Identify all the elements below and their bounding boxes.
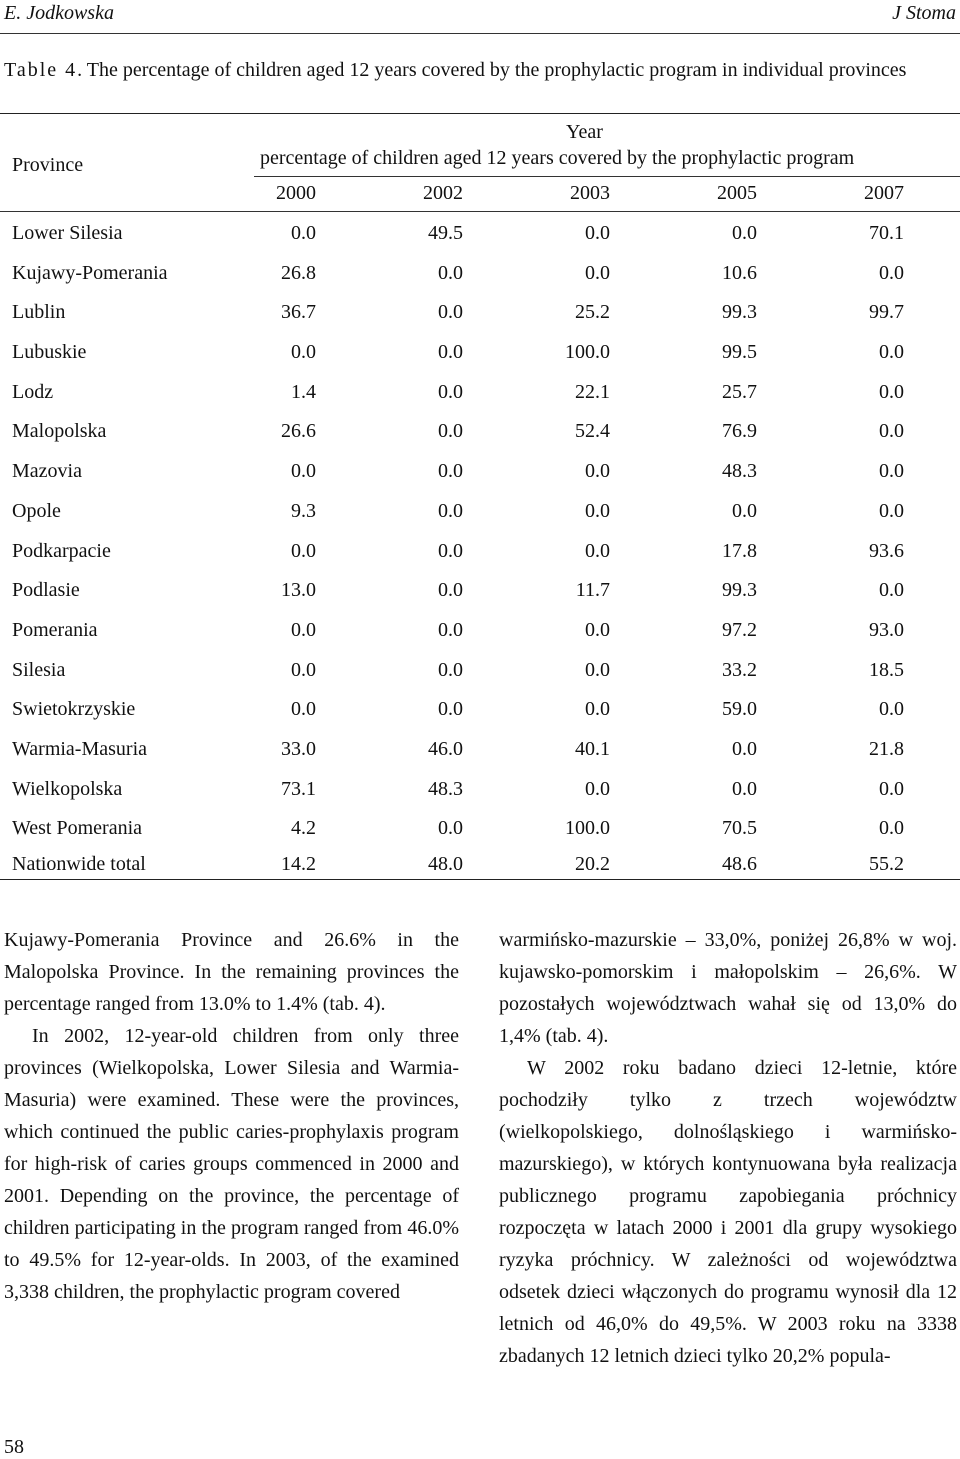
value-cell: 0.0 [291, 341, 316, 363]
header-divider [0, 33, 960, 34]
year-header-cell: 2007 [864, 182, 904, 204]
province-cell: Lower Silesia [12, 222, 123, 244]
table-row [0, 500, 960, 530]
table-row [0, 301, 960, 331]
table-row [0, 222, 960, 252]
value-cell: 0.0 [291, 222, 316, 244]
table-caption [4, 57, 956, 83]
province-cell: Pomerania [12, 619, 98, 641]
value-cell: 99.5 [722, 341, 757, 363]
value-cell: 93.6 [869, 540, 904, 562]
value-cell: 14.2 [281, 853, 316, 875]
value-cell: 0.0 [585, 222, 610, 244]
value-cell: 10.6 [722, 262, 757, 284]
value-cell: 48.3 [722, 460, 757, 482]
paragraph: In 2002, 12-year-old children from only three provinces (Wielkopolska, Lower Silesia and Warmia-Masuria) were examined. These were the provinces, which continued the public caries-prophylaxis program for high-risk of caries groups commenced in 2000 and 2001. Depending on the province, the percentage of children participating in the program ranged from 46.0% to 49.5% for 12-year-olds. In 2003, of the examined 3,338 children, the prophylactic program covered [4, 1025, 459, 1303]
value-cell: 48.0 [428, 853, 463, 875]
value-cell: 70.1 [869, 222, 904, 244]
value-cell: 99.3 [722, 301, 757, 323]
value-cell: 48.6 [722, 853, 757, 875]
table-row [0, 698, 960, 728]
table-label: Table 4 [4, 59, 78, 81]
province-cell: Warmia-Masuria [12, 738, 147, 760]
province-cell: Opole [12, 500, 61, 522]
paragraph: Kujawy-Pomerania Province and 26.6% in the Malopolska Province. In the remaining provinces the percentage ranged from 13.0% to 1.4% (tab. 4). [4, 929, 459, 1015]
value-cell: 26.6 [281, 420, 316, 442]
value-cell: 0.0 [585, 698, 610, 720]
value-cell: 0.0 [585, 500, 610, 522]
province-cell: Nationwide total [12, 853, 146, 875]
value-cell: 0.0 [879, 460, 904, 482]
value-cell: 18.5 [869, 659, 904, 681]
value-cell: 0.0 [291, 698, 316, 720]
table-row [0, 460, 960, 490]
paragraph: warmińsko-mazurskie – 33,0%, poniżej 26,8% w woj. kujawsko-pomorskim i małopolskim – 26,6%. W pozostałych województwach wahał się od 13,0% do 1,4% (tab. 4). [499, 929, 957, 1047]
value-cell: 0.0 [585, 778, 610, 800]
province-cell: Podlasie [12, 579, 80, 601]
table-row [0, 738, 960, 768]
province-cell: Wielkopolska [12, 778, 123, 800]
value-cell: 0.0 [585, 659, 610, 681]
table-header-rule [0, 211, 960, 212]
value-cell: 0.0 [438, 341, 463, 363]
value-cell: 0.0 [291, 460, 316, 482]
value-cell: 9.3 [291, 500, 316, 522]
value-cell: 49.5 [428, 222, 463, 244]
value-cell: 13.0 [281, 579, 316, 601]
value-cell: 0.0 [879, 420, 904, 442]
table-row [0, 619, 960, 649]
table-row [0, 420, 960, 450]
province-header: Province [12, 154, 84, 176]
table-row [0, 540, 960, 570]
group-header-rule [254, 176, 960, 177]
value-cell: 0.0 [438, 500, 463, 522]
value-cell: 20.2 [575, 853, 610, 875]
province-cell: Podkarpacie [12, 540, 111, 562]
value-cell: 0.0 [732, 778, 757, 800]
value-cell: 0.0 [585, 540, 610, 562]
value-cell: 0.0 [879, 341, 904, 363]
value-cell: 93.0 [869, 619, 904, 641]
value-cell: 97.2 [722, 619, 757, 641]
year-header-cell: 2002 [423, 182, 463, 204]
value-cell: 25.7 [722, 381, 757, 403]
value-cell: 48.3 [428, 778, 463, 800]
table-row [0, 381, 960, 411]
province-cell: Lodz [12, 381, 54, 403]
value-cell: 76.9 [722, 420, 757, 442]
value-cell: 22.1 [575, 381, 610, 403]
value-cell: 0.0 [732, 738, 757, 760]
table-top-rule [0, 113, 960, 114]
value-cell: 0.0 [438, 540, 463, 562]
table-row [0, 579, 960, 609]
value-cell: 0.0 [879, 262, 904, 284]
table-row [0, 341, 960, 371]
value-cell: 46.0 [428, 738, 463, 760]
body-text-polish [499, 924, 957, 1372]
value-cell: 0.0 [585, 262, 610, 284]
value-cell: 1.4 [291, 381, 316, 403]
value-cell: 11.7 [575, 579, 610, 601]
value-cell: 0.0 [438, 301, 463, 323]
value-cell: 0.0 [438, 619, 463, 641]
value-cell: 0.0 [732, 500, 757, 522]
value-cell: 100.0 [565, 341, 610, 363]
value-cell: 0.0 [879, 579, 904, 601]
table-caption-text: . The percentage of children aged 12 years covered by the prophylactic program in individual provinces [77, 59, 907, 81]
province-cell: West Pomerania [12, 817, 143, 839]
value-cell: 0.0 [438, 698, 463, 720]
paragraph: W 2002 roku badano dzieci 12-letnie, które pochodziły tylko z trzech województw (wielkopolskiego, dolnośląskiego i warmińsko-mazurskiego), w których kontynuowana była realizacja publicznego programu zapobiegania próchnicy rozpoczęta w latach 2000 i 2001 dla grupy wysokiego ryzyka próchnicy. W zależności od województwa odsetek dzieci włączonych do programu wynosił dla 12 letnich od 46,0% do 49,5%. W 2003 roku na 3338 zbadanych 12 letnich dzieci tylko 20,2% popula- [499, 1057, 957, 1367]
table-bottom-rule [0, 879, 960, 880]
value-cell: 0.0 [438, 817, 463, 839]
value-cell: 70.5 [722, 817, 757, 839]
table-row [0, 778, 960, 808]
value-cell: 0.0 [879, 381, 904, 403]
year-header-cell: 2000 [276, 182, 316, 204]
value-cell: 0.0 [438, 420, 463, 442]
province-cell: Silesia [12, 659, 66, 681]
value-cell: 55.2 [869, 853, 904, 875]
running-header-title: J Stoma [892, 2, 956, 24]
value-cell: 73.1 [281, 778, 316, 800]
value-cell: 0.0 [879, 817, 904, 839]
value-cell: 17.8 [722, 540, 757, 562]
province-cell: Swietokrzyskie [12, 698, 136, 720]
value-cell: 0.0 [585, 460, 610, 482]
year-header-cell: 2003 [570, 182, 610, 204]
value-cell: 100.0 [565, 817, 610, 839]
value-cell: 0.0 [438, 262, 463, 284]
value-cell: 40.1 [575, 738, 610, 760]
value-cell: 99.7 [869, 301, 904, 323]
value-cell: 33.0 [281, 738, 316, 760]
table-row [0, 817, 960, 847]
value-cell: 0.0 [438, 381, 463, 403]
value-cell: 36.7 [281, 301, 316, 323]
group-header: percentage of children aged 12 years covered by the prophylactic program [260, 147, 855, 169]
value-cell: 0.0 [732, 222, 757, 244]
province-cell: Kujawy-Pomerania [12, 262, 168, 284]
value-cell: 33.2 [722, 659, 757, 681]
table-row [0, 262, 960, 292]
value-cell: 0.0 [585, 619, 610, 641]
value-cell: 99.3 [722, 579, 757, 601]
value-cell: 0.0 [879, 698, 904, 720]
value-cell: 0.0 [879, 500, 904, 522]
value-cell: 26.8 [281, 262, 316, 284]
province-cell: Mazovia [12, 460, 82, 482]
value-cell: 59.0 [722, 698, 757, 720]
value-cell: 4.2 [291, 817, 316, 839]
year-header: Year [566, 121, 603, 143]
page-number: 58 [4, 1436, 24, 1458]
year-header-row [0, 182, 960, 212]
province-cell: Lublin [12, 301, 66, 323]
body-text-english [4, 924, 459, 1308]
value-cell: 0.0 [438, 579, 463, 601]
value-cell: 0.0 [291, 619, 316, 641]
value-cell: 52.4 [575, 420, 610, 442]
value-cell: 0.0 [291, 659, 316, 681]
value-cell: 25.2 [575, 301, 610, 323]
year-header-cell: 2005 [717, 182, 757, 204]
value-cell: 0.0 [438, 460, 463, 482]
value-cell: 0.0 [291, 540, 316, 562]
province-cell: Malopolska [12, 420, 107, 442]
value-cell: 21.8 [869, 738, 904, 760]
table-row [0, 659, 960, 689]
value-cell: 0.0 [879, 778, 904, 800]
value-cell: 0.0 [438, 659, 463, 681]
running-header-author: E. Jodkowska [4, 2, 114, 24]
province-cell: Lubuskie [12, 341, 87, 363]
